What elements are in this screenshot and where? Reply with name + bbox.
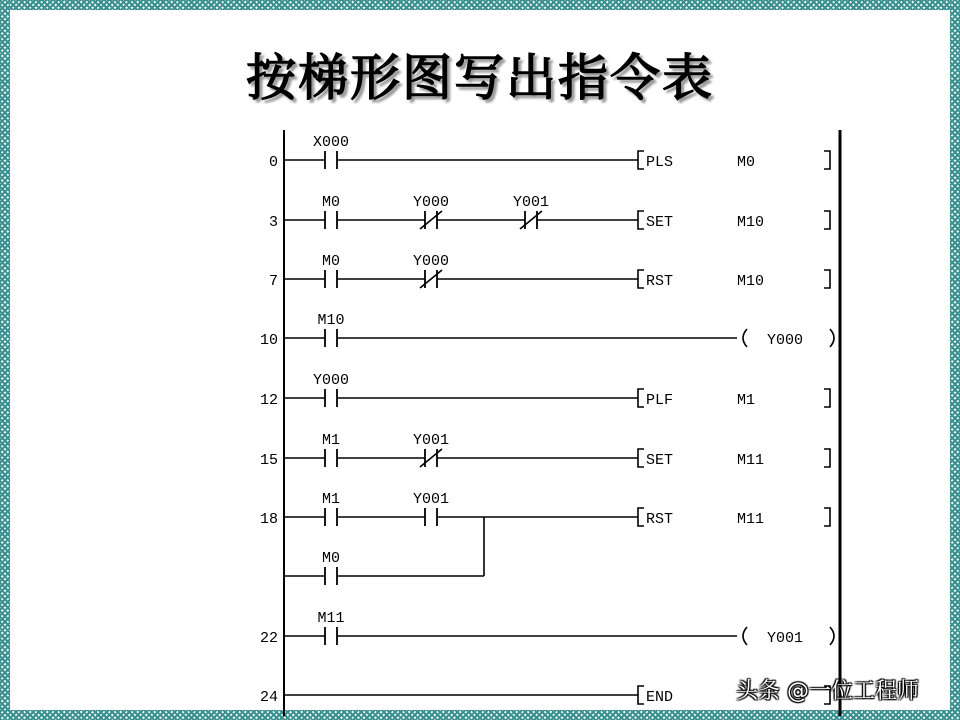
rung-15-contact-m1 — [322, 432, 340, 467]
rung-0-contact-x000 — [313, 134, 349, 169]
rung-3-contact-y001 — [513, 194, 549, 229]
rung-24-instruction-op: END — [646, 689, 674, 706]
rung-22-contact-m11-label: M11 — [317, 610, 345, 627]
rung-7-instruction-operand: M10 — [737, 273, 765, 290]
rung-12-bracket-right — [824, 389, 830, 407]
rung-0-contact-x000-label: X000 — [312, 134, 350, 151]
rung-22-contact-m11 — [317, 610, 344, 645]
rung-18-parallel-contact-m0 — [322, 550, 340, 585]
rung-18-bracket-right — [824, 508, 830, 526]
rung-12-instruction-op: PLF — [646, 392, 674, 409]
rung-10-contact-m10-label: M10 — [317, 312, 345, 329]
rung-15-contact-y001 — [413, 432, 449, 467]
rung-3-step-number: 3 — [268, 214, 278, 231]
rung-22-step-number: 22 — [259, 630, 278, 647]
rung-3-contact-y000-label: Y000 — [412, 194, 450, 211]
rung-18-instruction-op: RST — [646, 511, 674, 528]
rung-7-contact-m0-label: M0 — [321, 253, 341, 270]
rung-0-instruction-op: PLS — [646, 154, 674, 171]
rung-12-instruction-operand: M1 — [737, 392, 756, 409]
rung-18-step-number: 18 — [259, 511, 278, 528]
slide-title: 按梯形图写出指令表 — [246, 48, 714, 107]
rung-3-instruction-op: SET — [646, 214, 674, 231]
rung-24-bracket-left — [638, 686, 644, 704]
rung-3-instruction-operand: M10 — [737, 214, 765, 231]
rung-18-contact-m1-label: M1 — [321, 491, 341, 508]
rung-22-coil-right — [830, 627, 834, 645]
rung-15-contact-m1-label: M1 — [321, 432, 341, 449]
rung-18-contact-m1 — [322, 491, 340, 526]
rung-12-bracket-left — [638, 389, 644, 407]
rung-7-bracket-left — [638, 270, 644, 288]
rung-3-bracket-right — [824, 211, 830, 229]
rung-18-contact-y001 — [413, 491, 449, 526]
rung-12-contact-y000-label: Y000 — [312, 372, 350, 389]
rung-0-step-number: 0 — [268, 154, 278, 171]
rung-15-instruction-operand: M11 — [737, 452, 765, 469]
rung-18-contact-y001-label: Y001 — [412, 491, 450, 508]
rung-7-bracket-right — [824, 270, 830, 288]
rung-0-instruction-operand: M0 — [737, 154, 756, 171]
rung-3-contact-y001-label: Y001 — [512, 194, 550, 211]
rung-10-step-number: 10 — [259, 332, 278, 349]
rung-10-coil-right — [830, 329, 834, 347]
rung-7-instruction-op: RST — [646, 273, 674, 290]
rung-3-contact-m0 — [322, 194, 340, 229]
rung-3-bracket-left — [638, 211, 644, 229]
rung-15-bracket-left — [638, 449, 644, 467]
rung-18-instruction-operand: M11 — [737, 511, 765, 528]
rung-0-bracket-left — [638, 151, 644, 169]
watermark: 头条 @一位工程师 — [736, 679, 919, 704]
rung-0-bracket-right — [824, 151, 830, 169]
rung-3-contact-m0-label: M0 — [321, 194, 341, 211]
rung-18-bracket-left — [638, 508, 644, 526]
rung-12-contact-y000 — [313, 372, 349, 407]
rung-22-coil-operand: Y001 — [767, 630, 804, 647]
rung-12-step-number: 12 — [259, 392, 278, 409]
rung-7-contact-m0 — [322, 253, 340, 288]
rung-7-contact-y000 — [413, 253, 449, 288]
rung-15-step-number: 15 — [259, 452, 278, 469]
rung-22-coil-left — [743, 627, 747, 645]
rung-15-contact-y001-label: Y001 — [412, 432, 450, 449]
rung-10-coil-operand: Y000 — [767, 332, 804, 349]
rung-3-contact-y000 — [413, 194, 449, 229]
rung-7-contact-y000-label: Y000 — [412, 253, 450, 270]
rung-10-coil-left — [743, 329, 747, 347]
rung-7-step-number: 7 — [268, 273, 278, 290]
rung-18-parallel-contact-m0-label: M0 — [321, 550, 341, 567]
rung-24-step-number: 24 — [259, 689, 278, 706]
rung-15-instruction-op: SET — [646, 452, 674, 469]
rung-15-bracket-right — [824, 449, 830, 467]
rung-10-contact-m10 — [317, 312, 344, 347]
